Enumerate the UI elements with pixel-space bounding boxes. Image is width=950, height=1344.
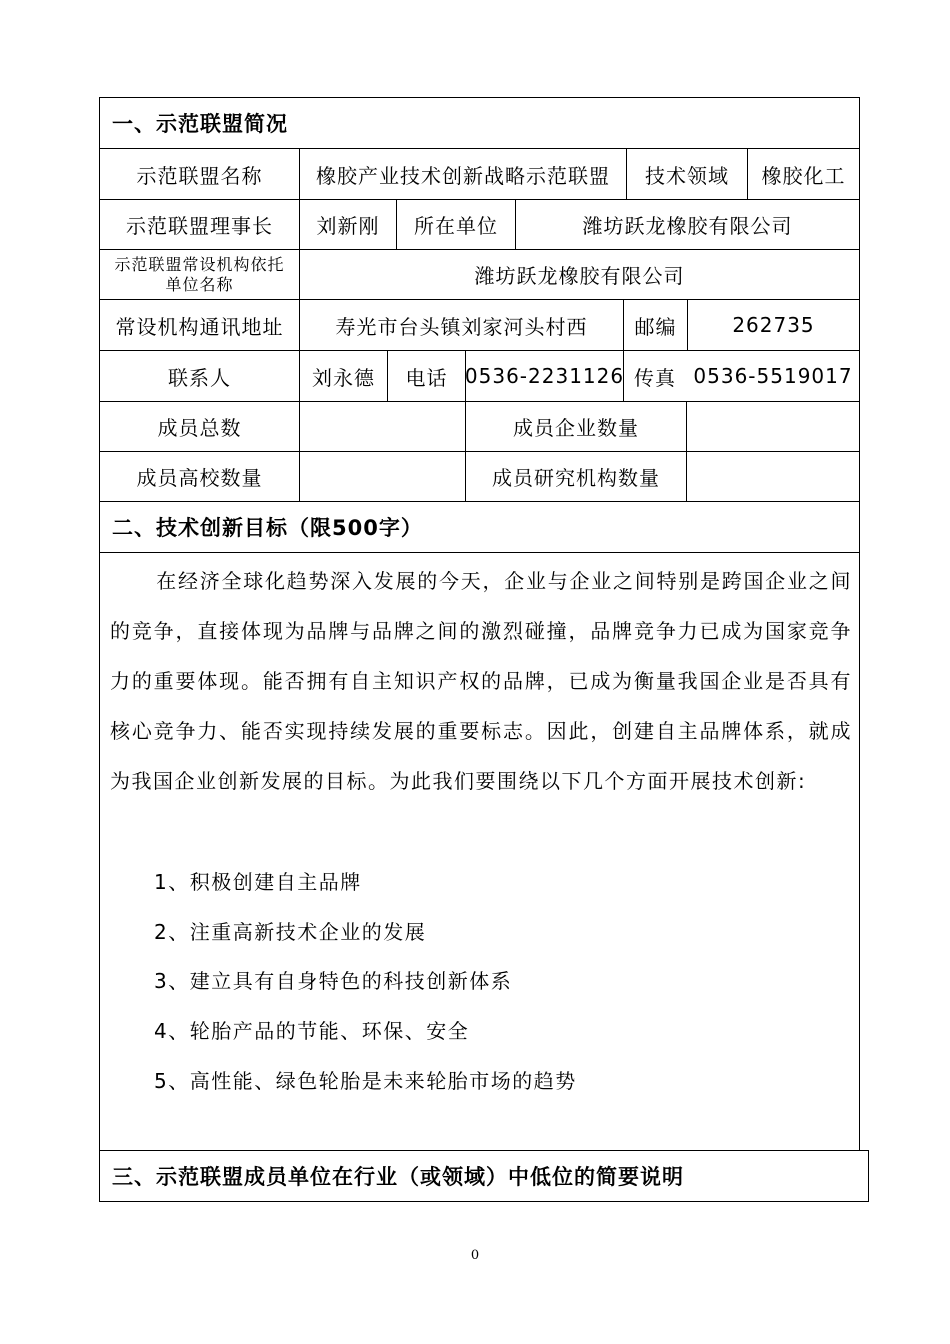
phone-value: 0536-2231126	[464, 364, 625, 388]
postcode-label: 邮编	[634, 314, 677, 339]
member-universities-value	[300, 452, 465, 501]
member-institutes-value	[687, 452, 859, 501]
postcode-value: 262735	[732, 313, 815, 337]
member-companies-label: 成员企业数量	[513, 416, 639, 440]
section1-title: 一、示范联盟简况	[112, 112, 288, 136]
members-total-label: 成员总数	[157, 416, 242, 440]
section2-paragraph	[110, 556, 852, 806]
contact-value: 刘永德	[312, 365, 375, 390]
tech-field-label: 技术领域	[645, 163, 729, 188]
page-number: 0	[470, 1248, 480, 1263]
members-total-value	[300, 402, 465, 451]
fax-label: 传真	[634, 365, 676, 390]
table-right-border	[859, 97, 860, 1150]
host-org-value: 潍坊跃龙橡胶有限公司	[474, 264, 685, 288]
member-companies-value	[687, 402, 859, 451]
member-institutes-label: 成员研究机构数量	[492, 466, 660, 490]
section2-paragraph-text: 在经济全球化趋势深入发展的今天，企业与企业之间特别是跨国企业之间的竞争，直接体现为品牌与品牌之间的激烈碰撞，品牌竞争力已成为国家竞争力的重要体现。能否拥有自主知识产权的品牌，已成为衡量我国企业是否具有核心竞争力、能否实现持续发展的重要标志。因此，创建自主品牌体系，就成为我国企业创新发展的目标。为此我们要围绕以下几个方面开展技术创新:	[110, 569, 852, 793]
unit-value: 潍坊跃龙橡胶有限公司	[582, 214, 793, 238]
table-bottom-border	[99, 1201, 869, 1202]
table-right-border-lower	[868, 1150, 869, 1201]
section2-title: 二、技术创新目标（限500字）	[112, 516, 423, 540]
section3-title: 三、示范联盟成员单位在行业（或领域）中低位的简要说明	[112, 1165, 684, 1189]
goal-item: 5、高性能、绿色轮胎是未来轮胎市场的趋势	[154, 1069, 577, 1093]
goal-item: 4、轮胎产品的节能、环保、安全	[154, 1019, 470, 1043]
table-left-border	[99, 97, 100, 1201]
chairman-label: 示范联盟理事长	[126, 214, 273, 238]
unit-label: 所在单位	[414, 214, 498, 238]
address-label: 常设机构通讯地址	[115, 314, 284, 339]
address-value: 寿光市台头镇刘家河头村西	[335, 314, 588, 339]
alliance-name-value: 橡胶产业技术创新战略示范联盟	[316, 163, 610, 188]
chairman-value: 刘新刚	[316, 214, 380, 238]
member-universities-label: 成员高校数量	[136, 466, 263, 490]
row-border	[99, 552, 860, 553]
fax-value: 0536-5519017	[693, 364, 853, 388]
goal-item: 1、积极创建自主品牌	[154, 870, 362, 894]
tech-field-value: 橡胶化工	[761, 163, 846, 188]
phone-label: 电话	[405, 365, 448, 390]
host-org-label: 示范联盟常设机构依托单位名称	[114, 254, 285, 294]
goal-item: 3、建立具有自身特色的科技创新体系	[154, 969, 513, 993]
alliance-name-label: 示范联盟名称	[136, 163, 263, 188]
goal-item: 2、注重高新技术企业的发展	[154, 920, 427, 944]
contact-label: 联系人	[168, 365, 231, 390]
